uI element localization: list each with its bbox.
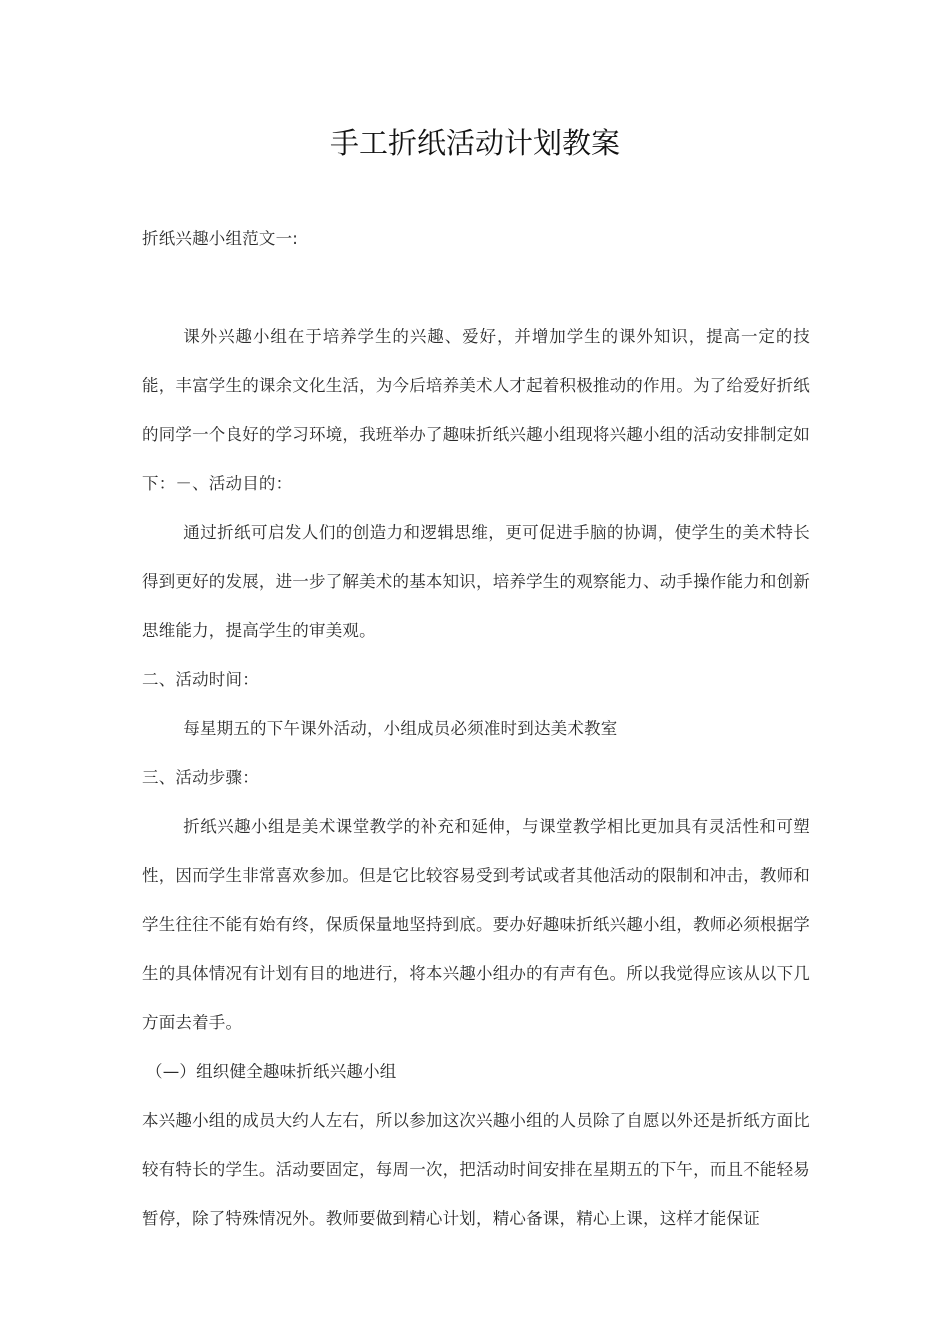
section-heading-steps: 三、活动步骤： [142, 768, 259, 787]
paragraph-time: 每星期五的下午课外活动，小组成员必须准时到达美术教室 [183, 719, 618, 738]
paragraph-organize: 本兴趣小组的成员大约人左右，所以参加这次兴趣小组的人员除了自愿以外还是折纸方面比较有特长的学生。活动要固定，每周一次，把活动时间安排在星期五的下午，而且不能轻易暂停，除了特殊情况外。教师要做到精心计划，精心备课，精心上课，这样才能保证 [142, 1111, 810, 1228]
paragraph-intro: 课外兴趣小组在于培养学生的兴趣、爱好，并增加学生的课外知识，提高一定的技能，丰富学生的课余文化生活，为今后培养美术人才起着积极推动的作用。为了给爱好折纸的同学一个良好的学习环境，我班举办了趣味折纸兴趣小组现将兴趣小组的活动安排制定如下：－、活动目的： [142, 327, 810, 493]
document-body [142, 214, 810, 1243]
section-heading-time: 二、活动时间： [142, 670, 259, 689]
document-title: 手工折纸活动计划教案 [329, 126, 620, 160]
section-heading: 折纸兴趣小组范文一: [142, 229, 299, 248]
subsection-heading: （—）组织健全趣味折纸兴趣小组 [146, 1062, 397, 1081]
paragraph-steps: 折纸兴趣小组是美术课堂教学的补充和延伸，与课堂教学相比更加具有灵活性和可塑性，因而学生非常喜欢参加。但是它比较容易受到考试或者其他活动的限制和冲击，教师和学生往往不能有始有终，保质保量地坚持到底。要办好趣味折纸兴趣小组，教师必须根据学生的具体情况有计划有目的地进行，将本兴趣小组办的有声有色。所以我觉得应该从以下几方面去着手。 [142, 817, 810, 1032]
paragraph-goal: 通过折纸可启发人们的创造力和逻辑思维，更可促进手脑的协调，使学生的美术特长得到更好的发展，进一步了解美术的基本知识，培养学生的观察能力、动手操作能力和创新思维能力，提高学生的审美观。 [142, 523, 810, 640]
